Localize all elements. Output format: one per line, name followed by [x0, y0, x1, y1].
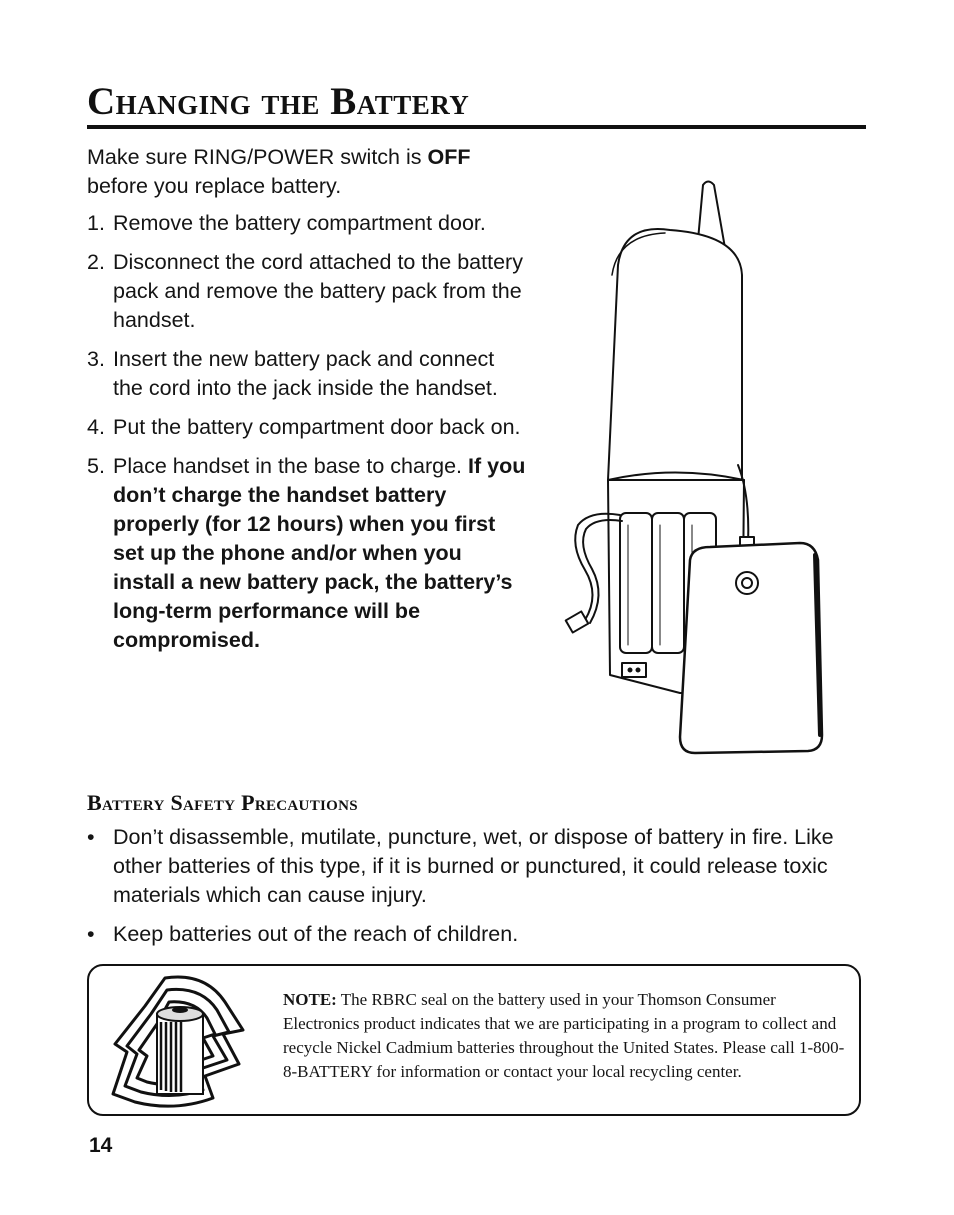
safety-item	[87, 920, 877, 949]
intro-paragraph	[87, 143, 527, 201]
step-text: Disconnect the cord attached to the battery pack and remove the battery pack from the handset.	[113, 250, 523, 332]
safety-item-text: Keep batteries out of the reach of children.	[113, 922, 519, 946]
step-text: Put the battery compartment door back on.	[113, 415, 521, 439]
step-number: 5.	[87, 454, 105, 478]
steps-list	[87, 209, 527, 665]
note-text	[283, 988, 853, 1084]
note-label: NOTE:	[283, 990, 337, 1009]
step-item	[87, 345, 527, 403]
step-item	[87, 413, 527, 442]
step-item	[87, 209, 527, 238]
safety-list	[87, 823, 877, 959]
bullet: •	[87, 825, 95, 849]
step-number: 3.	[87, 347, 105, 371]
note-box	[87, 964, 861, 1116]
page-title: Changing the Battery	[87, 80, 470, 123]
title-rule	[87, 125, 866, 129]
step-item	[87, 452, 527, 655]
step-text: Insert the new battery pack and connect the cord into the jack inside the handset.	[113, 347, 498, 400]
step-warning-bold: If you don’t charge the handset battery properly (for 12 hours) when you first set up the phone and/or when you install a new battery pack, the battery’s long-term performance will be compromised.	[113, 454, 526, 652]
safety-heading: Battery Safety Precautions	[87, 790, 358, 815]
step-number: 4.	[87, 415, 105, 439]
step-text: Place handset in the base to charge.	[113, 454, 468, 478]
bullet: •	[87, 922, 95, 946]
safety-item	[87, 823, 877, 910]
cordless-handset-battery-icon	[560, 175, 830, 765]
step-number: 1.	[87, 211, 105, 235]
step-text: Remove the battery compartment door.	[113, 211, 486, 235]
step-item	[87, 248, 527, 335]
rbrc-recycle-seal-icon	[105, 972, 255, 1112]
intro-text-after: before you replace battery.	[87, 174, 342, 198]
intro-off-bold: OFF	[427, 145, 471, 169]
step-number: 2.	[87, 250, 105, 274]
page-number: 14	[89, 1134, 113, 1157]
intro-text-before: Make sure RING/POWER switch is	[87, 145, 428, 169]
safety-item-text: Don’t disassemble, mutilate, puncture, wet, or dispose of battery in fire. Like other batteries of this type, if it is burned or punctured, it could release toxic materials which can cause injury.	[113, 825, 834, 907]
note-body: The RBRC seal on the battery used in your Thomson Consumer Electronics product indicates that we are participating in a program to collect and recycle Nickel Cadmium batteries throughout the United States. Please call 1-800-8-BATTERY for information or contact your local recycling center.	[283, 990, 845, 1081]
